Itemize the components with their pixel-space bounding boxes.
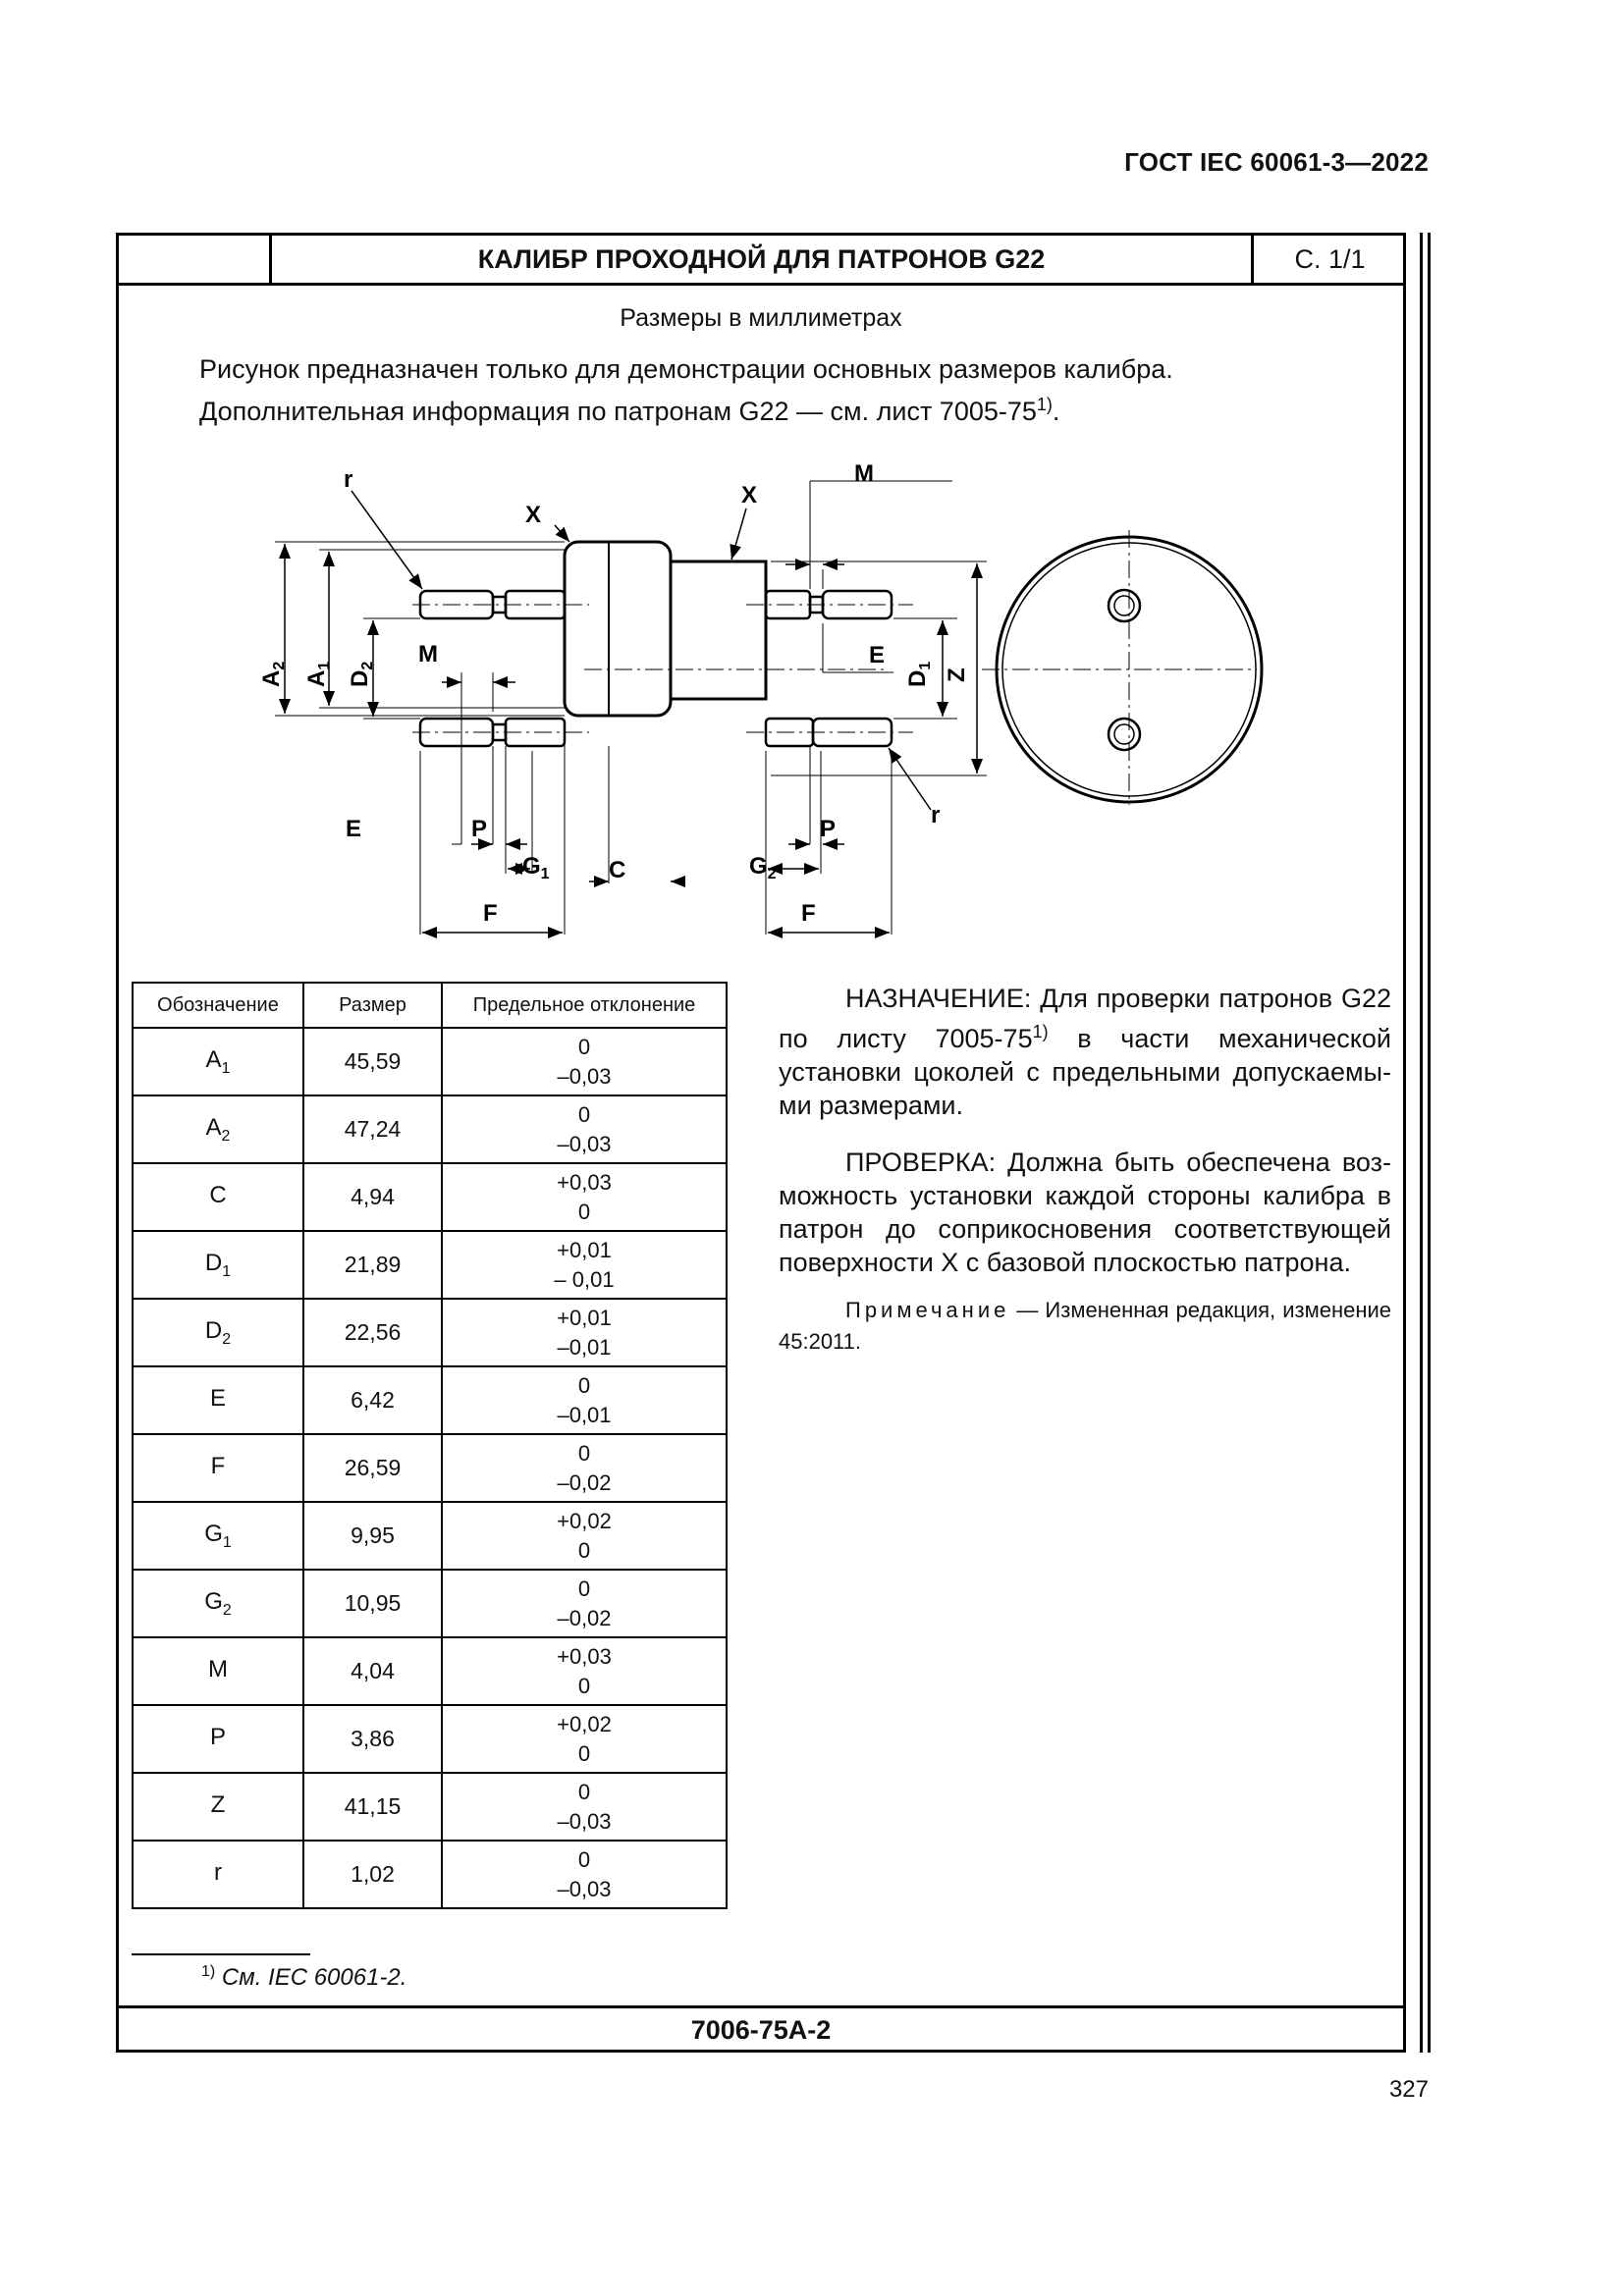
table-row [133, 1299, 727, 1366]
col-header-tolerance: Предельное отклонение [442, 983, 727, 1028]
cell-tolerance [442, 1841, 727, 1908]
tolerance-upper: 0 [577, 1372, 591, 1398]
cell-tolerance [442, 1570, 727, 1637]
cell-tolerance [442, 1299, 727, 1366]
label-x-left: X [525, 502, 542, 528]
table-header-row [133, 983, 727, 1028]
tolerance-upper: +0,02 [557, 1508, 612, 1533]
label-m-right: M [854, 460, 874, 487]
cell-size: 10,95 [303, 1570, 442, 1637]
cell-size: 26,59 [303, 1434, 442, 1502]
cell-tolerance [442, 1095, 727, 1163]
cell-symbol: P [133, 1705, 303, 1773]
table-row [133, 1163, 727, 1231]
label-g1: $G_1$ [522, 853, 550, 882]
label-p-right: P [820, 816, 837, 842]
cell-symbol: $G_2$ [133, 1570, 303, 1637]
table-row [133, 1231, 727, 1299]
cell-size: 21,89 [303, 1231, 442, 1299]
cell-size: 3,86 [303, 1705, 442, 1773]
document-code: ГОСТ IEC 60061-3—2022 [1124, 147, 1429, 177]
tolerance-upper: +0,03 [557, 1643, 612, 1669]
tolerance-lower: –0,03 [557, 1131, 612, 1156]
label-d1: $D_1$ [904, 661, 934, 687]
frame-double-line [1420, 233, 1423, 2053]
check-paragraph: ПРОВЕРКА: Должна быть обеспечена возможность установки каждой стороны калибра в патрон до соприкосновения соответствующей поверхности X с базовой плоскостью патрона. [779, 1148, 1391, 1277]
table-row [133, 1028, 727, 1095]
cell-tolerance [442, 1028, 727, 1095]
cell-size: 1,02 [303, 1841, 442, 1908]
label-d2: $D_2$ [347, 661, 376, 687]
cell-symbol: r [133, 1841, 303, 1908]
tolerance-lower: –0,03 [557, 1876, 612, 1901]
label-p-left: P [471, 816, 488, 842]
intro-line-2: Дополнительная информация по патронам G22 — см. лист 7005-75$^{1)}$. [199, 395, 1060, 426]
table-row [133, 1841, 727, 1908]
cell-symbol: M [133, 1637, 303, 1705]
label-a1: $A_1$ [303, 661, 333, 687]
purpose-text [779, 982, 1391, 1381]
units-note: Размеры в миллиметрах [620, 304, 902, 332]
cell-symbol: $G_1$ [133, 1502, 303, 1570]
cell-tolerance [442, 1705, 727, 1773]
tolerance-upper: +0,01 [557, 1305, 612, 1330]
footnote: $^{1)}$ См. IEC 60061-2. [201, 1963, 407, 1991]
label-c: C [609, 857, 626, 883]
table-row [133, 1366, 727, 1434]
sheet-title: КАЛИБР ПРОХОДНОЙ ДЛЯ ПАТРОНОВ G22 [272, 233, 1254, 286]
col-header-size: Размер [303, 983, 442, 1028]
table-row [133, 1570, 727, 1637]
label-g2: $G_2$ [749, 853, 777, 882]
cell-tolerance [442, 1231, 727, 1299]
tolerance-lower: –0,02 [557, 1469, 612, 1495]
gauge-drawing [236, 452, 1316, 962]
label-e-left: E [346, 816, 362, 842]
tolerance-lower: 0 [577, 1740, 591, 1766]
cell-tolerance [442, 1637, 727, 1705]
cell-size: 45,59 [303, 1028, 442, 1095]
label-x-right: X [741, 482, 758, 508]
label-r-top: r [344, 466, 353, 493]
label-e-right: E [869, 642, 886, 668]
tolerance-lower: 0 [577, 1537, 591, 1563]
col-header-symbol: Обозначение [133, 983, 303, 1028]
cell-symbol: $D_2$ [133, 1299, 303, 1366]
table-row [133, 1637, 727, 1705]
intro-text [199, 351, 1173, 429]
label-f-right: F [801, 900, 816, 927]
label-m-left: M [418, 641, 438, 667]
tolerance-lower: –0,01 [557, 1334, 612, 1360]
tolerance-upper: 0 [577, 1034, 591, 1059]
frame-double-line [1428, 233, 1431, 2053]
sheet-number: 7006-75A-2 [690, 2015, 832, 2045]
note-paragraph: Примечание — Измененная редакция, изменение 45:2011. [779, 1298, 1391, 1354]
tolerance-lower: –0,03 [557, 1063, 612, 1089]
header-blank-cell [116, 233, 272, 286]
cell-size: 6,42 [303, 1366, 442, 1434]
cell-tolerance [442, 1163, 727, 1231]
table-row [133, 1773, 727, 1841]
header-divider [116, 283, 1406, 286]
cell-tolerance [442, 1773, 727, 1841]
cell-size: 41,15 [303, 1773, 442, 1841]
footnote-rule [132, 1953, 310, 1955]
purpose-paragraph: НАЗНАЧЕНИЕ: Для проверки патронов G22 по листу 7005-75$^{1)}$ в части механической установки цоколей с предельными допускаемыми размерами. [779, 984, 1392, 1120]
cell-symbol: E [133, 1366, 303, 1434]
tolerance-lower: –0,02 [557, 1605, 612, 1630]
cell-tolerance [442, 1366, 727, 1434]
gauge-body [671, 561, 766, 699]
cell-size: 22,56 [303, 1299, 442, 1366]
label-z: Z [944, 667, 970, 682]
gauge-flange [565, 542, 671, 716]
label-r-bottom: r [931, 802, 941, 828]
label-a2: $A_2$ [258, 661, 288, 687]
cell-size: 4,04 [303, 1637, 442, 1705]
tolerance-lower: 0 [577, 1199, 591, 1224]
cell-symbol: C [133, 1163, 303, 1231]
cell-tolerance [442, 1502, 727, 1570]
tolerance-lower: 0 [577, 1673, 591, 1698]
page-number: 327 [1388, 2076, 1429, 2103]
dimensions-table [132, 982, 728, 1909]
cell-symbol: $A_2$ [133, 1095, 303, 1163]
tolerance-upper: 0 [577, 1440, 591, 1466]
tolerance-upper: 0 [577, 1779, 591, 1804]
tolerance-lower: –0,03 [557, 1808, 612, 1834]
cell-symbol: F [133, 1434, 303, 1502]
tolerance-lower: – 0,01 [554, 1266, 615, 1292]
tolerance-upper: +0,01 [557, 1237, 612, 1262]
tolerance-upper: +0,03 [557, 1169, 612, 1195]
table-row [133, 1705, 727, 1773]
table-row [133, 1095, 727, 1163]
cell-size: 47,24 [303, 1095, 442, 1163]
table-row [133, 1434, 727, 1502]
cell-symbol: $D_1$ [133, 1231, 303, 1299]
table-row [133, 1502, 727, 1570]
tolerance-upper: +0,02 [557, 1711, 612, 1736]
tolerance-upper: 0 [577, 1846, 591, 1872]
sheet-page: С. 1/1 [1294, 243, 1366, 274]
tolerance-upper: 0 [577, 1101, 591, 1127]
tolerance-upper: 0 [577, 1575, 591, 1601]
tolerance-lower: –0,01 [557, 1402, 612, 1427]
label-f-left: F [483, 900, 498, 927]
cell-size: 4,94 [303, 1163, 442, 1231]
cell-symbol: Z [133, 1773, 303, 1841]
cell-size: 9,95 [303, 1502, 442, 1570]
cell-symbol: $A_1$ [133, 1028, 303, 1095]
table-body [133, 1028, 727, 1908]
intro-line-1: Рисунок предназначен только для демонстрации основных размеров калибра. [199, 354, 1173, 384]
cell-tolerance [442, 1434, 727, 1502]
